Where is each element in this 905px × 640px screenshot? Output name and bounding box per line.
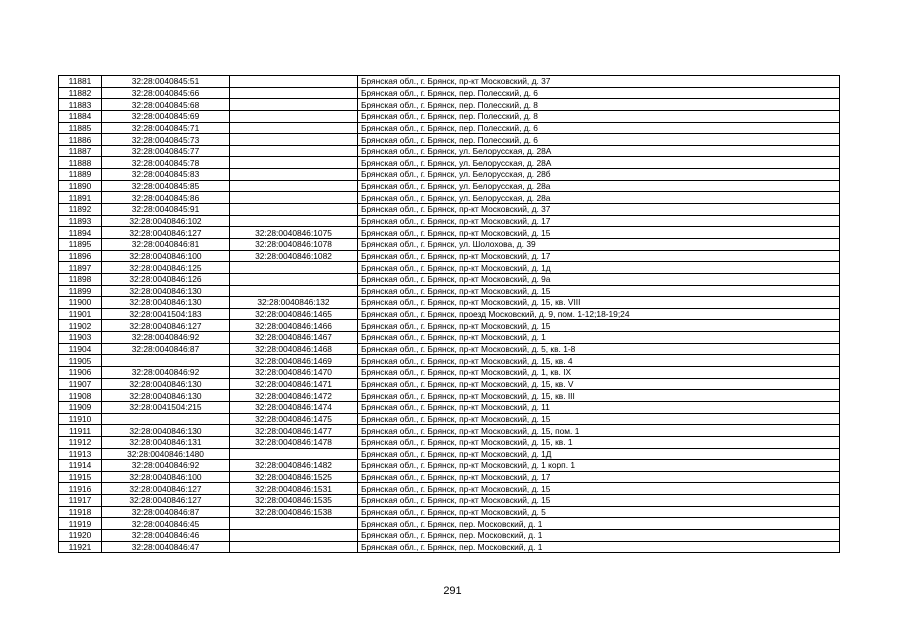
secondary-cadastral-number-cell: 32:28:0040846:1531 [230,483,358,495]
table-row [59,541,840,553]
table-row [59,134,840,146]
row-number-cell: 11898 [59,273,102,285]
cadastral-number-cell: 32:28:0040846:100 [102,250,230,262]
secondary-cadastral-number-cell [230,285,358,297]
row-number-cell: 11911 [59,425,102,437]
cadastral-number-cell: 32:28:0040845:85 [102,180,230,192]
row-number-cell: 11896 [59,250,102,262]
row-number-cell: 11902 [59,320,102,332]
secondary-cadastral-number-cell: 32:28:0040846:1474 [230,401,358,413]
cadastral-number-cell: 32:28:0040846:125 [102,262,230,274]
cadastral-number-cell: 32:28:0040845:51 [102,76,230,88]
secondary-cadastral-number-cell: 32:28:0040846:1472 [230,390,358,402]
row-number-cell: 11897 [59,262,102,274]
address-cell: Брянская обл., г. Брянск, пр-кт Московский, д. 17 [358,250,840,262]
address-cell: Брянская обл., г. Брянск, пр-кт Московский, д. 1Д [358,448,840,460]
table-row [59,285,840,297]
address-cell: Брянская обл., г. Брянск, пр-кт Московский, д. 5 [358,506,840,518]
address-cell: Брянская обл., г. Брянск, ул. Белорусская, д. 28а [358,192,840,204]
table-row [59,297,840,309]
table-row [59,157,840,169]
table-row [59,343,840,355]
row-number-cell: 11890 [59,180,102,192]
cadastral-number-cell: 32:28:0040846:130 [102,390,230,402]
table-row [59,273,840,285]
table-row [59,204,840,216]
address-cell: Брянская обл., г. Брянск, пр-кт Московский, д. 17 [358,471,840,483]
table-row [59,76,840,88]
cadastral-number-cell: 32:28:0040846:130 [102,378,230,390]
secondary-cadastral-number-cell: 32:28:0040846:1538 [230,506,358,518]
cadastral-number-cell: 32:28:0040845:83 [102,169,230,181]
table-row [59,145,840,157]
table-row [59,378,840,390]
secondary-cadastral-number-cell [230,192,358,204]
cadastral-number-cell: 32:28:0040846:131 [102,436,230,448]
cadastral-number-cell: 32:28:0040846:47 [102,541,230,553]
address-cell: Брянская обл., г. Брянск, пр-кт Московский, д. 15, кв. 1 [358,436,840,448]
address-cell: Брянская обл., г. Брянск, пр-кт Московский, д. 15, пом. 1 [358,425,840,437]
secondary-cadastral-number-cell: 32:28:0040846:132 [230,297,358,309]
row-number-cell: 11919 [59,518,102,530]
page-number: 291 [443,585,462,597]
table-row [59,460,840,472]
address-cell: Брянская обл., г. Брянск, пер. Московский, д. 1 [358,541,840,553]
secondary-cadastral-number-cell [230,204,358,216]
secondary-cadastral-number-cell [230,541,358,553]
cadastral-number-cell [102,355,230,367]
address-cell: Брянская обл., г. Брянск, ул. Белорусская, д. 28А [358,157,840,169]
address-cell: Брянская обл., г. Брянск, ул. Белорусская, д. 28а [358,180,840,192]
address-cell: Брянская обл., г. Брянск, пер. Полесский, д. 6 [358,122,840,134]
secondary-cadastral-number-cell [230,262,358,274]
row-number-cell: 11892 [59,204,102,216]
address-cell: Брянская обл., г. Брянск, пр-кт Московский, д. 11 [358,401,840,413]
secondary-cadastral-number-cell [230,169,358,181]
row-number-cell: 11894 [59,227,102,239]
cadastral-number-cell: 32:28:0040846:126 [102,273,230,285]
cadastral-number-cell [102,413,230,425]
secondary-cadastral-number-cell: 32:28:0040846:1475 [230,413,358,425]
row-number-cell: 11910 [59,413,102,425]
row-number-cell: 11908 [59,390,102,402]
secondary-cadastral-number-cell [230,273,358,285]
row-number-cell: 11900 [59,297,102,309]
secondary-cadastral-number-cell: 32:28:0040846:1465 [230,308,358,320]
cadastral-number-cell: 32:28:0040846:127 [102,227,230,239]
secondary-cadastral-number-cell [230,87,358,99]
cadastral-number-cell: 32:28:0041504:183 [102,308,230,320]
row-number-cell: 11895 [59,238,102,250]
cadastral-number-cell: 32:28:0040846:130 [102,285,230,297]
table-row [59,332,840,344]
secondary-cadastral-number-cell: 32:28:0040846:1468 [230,343,358,355]
row-number-cell: 11916 [59,483,102,495]
address-cell: Брянская обл., г. Брянск, ул. Шолохова, д. 39 [358,238,840,250]
address-cell: Брянская обл., г. Брянск, пер. Полесский, д. 8 [358,110,840,122]
secondary-cadastral-number-cell [230,76,358,88]
table-row [59,495,840,507]
address-cell: Брянская обл., г. Брянск, пр-кт Московский, д. 15 [358,495,840,507]
address-cell: Брянская обл., г. Брянск, пр-кт Московский, д. 5, кв. 1-8 [358,343,840,355]
cadastral-number-cell: 32:28:0040845:68 [102,99,230,111]
secondary-cadastral-number-cell [230,134,358,146]
address-cell: Брянская обл., г. Брянск, пр-кт Московский, д. 15 [358,483,840,495]
secondary-cadastral-number-cell: 32:28:0040846:1082 [230,250,358,262]
address-cell: Брянская обл., г. Брянск, пр-кт Московский, д. 9а [358,273,840,285]
table-row [59,367,840,379]
address-cell: Брянская обл., г. Брянск, пр-кт Московский, д. 1 корп. 1 [358,460,840,472]
address-cell: Брянская обл., г. Брянск, пер. Полесский, д. 6 [358,87,840,99]
table-row [59,192,840,204]
secondary-cadastral-number-cell: 32:28:0040846:1470 [230,367,358,379]
row-number-cell: 11889 [59,169,102,181]
address-cell: Брянская обл., г. Брянск, пр-кт Московский, д. 37 [358,204,840,216]
table-row [59,180,840,192]
address-cell: Брянская обл., г. Брянск, пр-кт Московский, д. 37 [358,76,840,88]
cadastral-number-cell: 32:28:0040845:73 [102,134,230,146]
row-number-cell: 11885 [59,122,102,134]
row-number-cell: 11891 [59,192,102,204]
table-row [59,320,840,332]
cadastral-number-cell: 32:28:0040846:1480 [102,448,230,460]
secondary-cadastral-number-cell: 32:28:0040846:1469 [230,355,358,367]
row-number-cell: 11913 [59,448,102,460]
registry-table [58,75,840,553]
row-number-cell: 11915 [59,471,102,483]
cadastral-number-cell: 32:28:0040846:81 [102,238,230,250]
address-cell: Брянская обл., г. Брянск, пер. Московский, д. 1 [358,529,840,541]
row-number-cell: 11899 [59,285,102,297]
row-number-cell: 11903 [59,332,102,344]
cadastral-number-cell: 32:28:0040846:87 [102,506,230,518]
secondary-cadastral-number-cell [230,518,358,530]
cadastral-number-cell: 32:28:0040846:46 [102,529,230,541]
secondary-cadastral-number-cell [230,157,358,169]
table-row [59,483,840,495]
table-row [59,425,840,437]
cadastral-number-cell: 32:28:0040846:127 [102,483,230,495]
table-row [59,87,840,99]
address-cell: Брянская обл., г. Брянск, пер. Полесский, д. 6 [358,134,840,146]
cadastral-number-cell: 32:28:0040845:77 [102,145,230,157]
secondary-cadastral-number-cell [230,99,358,111]
row-number-cell: 11884 [59,110,102,122]
row-number-cell: 11888 [59,157,102,169]
cadastral-number-cell: 32:28:0040846:92 [102,332,230,344]
secondary-cadastral-number-cell [230,145,358,157]
table-row [59,169,840,181]
cadastral-number-cell: 32:28:0040846:87 [102,343,230,355]
address-cell: Брянская обл., г. Брянск, пр-кт Московский, д. 1д [358,262,840,274]
secondary-cadastral-number-cell [230,448,358,460]
row-number-cell: 11904 [59,343,102,355]
table-row [59,529,840,541]
row-number-cell: 11886 [59,134,102,146]
cadastral-number-cell: 32:28:0040845:86 [102,192,230,204]
table-row [59,471,840,483]
secondary-cadastral-number-cell [230,215,358,227]
secondary-cadastral-number-cell: 32:28:0040846:1075 [230,227,358,239]
address-cell: Брянская обл., г. Брянск, пр-кт Московский, д. 1, кв. IX [358,367,840,379]
table-row [59,506,840,518]
row-number-cell: 11921 [59,541,102,553]
row-number-cell: 11905 [59,355,102,367]
secondary-cadastral-number-cell [230,529,358,541]
cadastral-number-cell: 32:28:0040846:100 [102,471,230,483]
row-number-cell: 11914 [59,460,102,472]
address-cell: Брянская обл., г. Брянск, пер. Московский, д. 1 [358,518,840,530]
address-cell: Брянская обл., г. Брянск, пр-кт Московский, д. 15 [358,320,840,332]
row-number-cell: 11893 [59,215,102,227]
secondary-cadastral-number-cell [230,122,358,134]
address-cell: Брянская обл., г. Брянск, пр-кт Московский, д. 17 [358,215,840,227]
cadastral-number-cell: 32:28:0040845:69 [102,110,230,122]
table-row [59,308,840,320]
cadastral-number-cell: 32:28:0040846:92 [102,367,230,379]
address-cell: Брянская обл., г. Брянск, пр-кт Московский, д. 15 [358,227,840,239]
secondary-cadastral-number-cell: 32:28:0040846:1525 [230,471,358,483]
row-number-cell: 11901 [59,308,102,320]
secondary-cadastral-number-cell [230,180,358,192]
secondary-cadastral-number-cell: 32:28:0040846:1471 [230,378,358,390]
secondary-cadastral-number-cell: 32:28:0040846:1478 [230,436,358,448]
table-row [59,355,840,367]
cadastral-number-cell: 32:28:0040846:92 [102,460,230,472]
row-number-cell: 11907 [59,378,102,390]
table-row [59,227,840,239]
address-cell: Брянская обл., г. Брянск, пр-кт Московский, д. 15, кв. V [358,378,840,390]
secondary-cadastral-number-cell: 32:28:0040846:1467 [230,332,358,344]
cadastral-number-cell: 32:28:0040846:127 [102,495,230,507]
cadastral-number-cell: 32:28:0040846:102 [102,215,230,227]
address-cell: Брянская обл., г. Брянск, пр-кт Московский, д. 15 [358,285,840,297]
row-number-cell: 11883 [59,99,102,111]
table-row [59,401,840,413]
cadastral-number-cell: 32:28:0040845:91 [102,204,230,216]
row-number-cell: 11909 [59,401,102,413]
cadastral-number-cell: 32:28:0041504:215 [102,401,230,413]
secondary-cadastral-number-cell: 32:28:0040846:1477 [230,425,358,437]
cadastral-number-cell: 32:28:0040846:130 [102,425,230,437]
secondary-cadastral-number-cell [230,110,358,122]
table-row [59,518,840,530]
secondary-cadastral-number-cell: 32:28:0040846:1078 [230,238,358,250]
table-row [59,110,840,122]
secondary-cadastral-number-cell: 32:28:0040846:1482 [230,460,358,472]
row-number-cell: 11918 [59,506,102,518]
cadastral-number-cell: 32:28:0040846:130 [102,297,230,309]
table-row [59,122,840,134]
table-row [59,448,840,460]
registry-table-body [59,76,840,553]
address-cell: Брянская обл., г. Брянск, пер. Полесский, д. 8 [358,99,840,111]
cadastral-number-cell: 32:28:0040846:127 [102,320,230,332]
address-cell: Брянская обл., г. Брянск, пр-кт Московский, д. 1 [358,332,840,344]
table-row [59,413,840,425]
secondary-cadastral-number-cell: 32:28:0040846:1535 [230,495,358,507]
table-row [59,262,840,274]
address-cell: Брянская обл., г. Брянск, пр-кт Московский, д. 15 [358,413,840,425]
table-row [59,250,840,262]
row-number-cell: 11917 [59,495,102,507]
cadastral-number-cell: 32:28:0040845:78 [102,157,230,169]
address-cell: Брянская обл., г. Брянск, ул. Белорусская, д. 28А [358,145,840,157]
row-number-cell: 11912 [59,436,102,448]
row-number-cell: 11920 [59,529,102,541]
row-number-cell: 11881 [59,76,102,88]
address-cell: Брянская обл., г. Брянск, пр-кт Московский, д. 15, кв. III [358,390,840,402]
address-cell: Брянская обл., г. Брянск, пр-кт Московский, д. 15, кв. VIII [358,297,840,309]
secondary-cadastral-number-cell: 32:28:0040846:1466 [230,320,358,332]
address-cell: Брянская обл., г. Брянск, пр-кт Московский, д. 15, кв. 4 [358,355,840,367]
cadastral-number-cell: 32:28:0040845:71 [102,122,230,134]
table-row [59,238,840,250]
address-cell: Брянская обл., г. Брянск, проезд Московский, д. 9, пом. 1-12;18-19;24 [358,308,840,320]
row-number-cell: 11906 [59,367,102,379]
cadastral-number-cell: 32:28:0040846:45 [102,518,230,530]
cadastral-number-cell: 32:28:0040845:66 [102,87,230,99]
row-number-cell: 11887 [59,145,102,157]
table-row [59,436,840,448]
table-row [59,99,840,111]
table-row [59,215,840,227]
table-row [59,390,840,402]
row-number-cell: 11882 [59,87,102,99]
address-cell: Брянская обл., г. Брянск, ул. Белорусская, д. 28б [358,169,840,181]
